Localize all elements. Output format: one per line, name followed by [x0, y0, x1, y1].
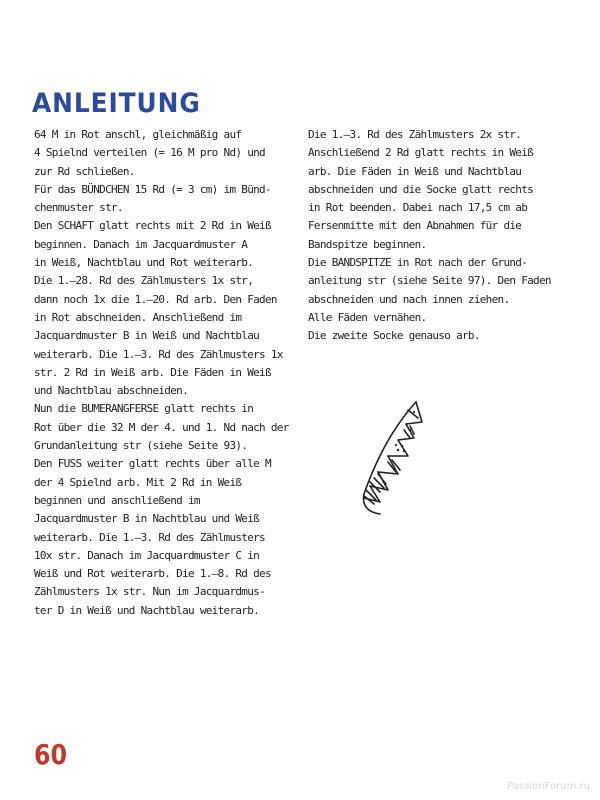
text-line: Die zweite Socke genauso arb. — [308, 329, 480, 343]
text-line: in Weiß, Nachtblau und Rot weiterarb. — [34, 256, 254, 270]
text-line: Anschließend 2 Rd glatt rechts in Weiß — [308, 146, 534, 160]
text-line: chenmuster str. — [34, 201, 123, 215]
watermark: PassionForum.ru — [507, 781, 590, 792]
text-line: abschneiden und nach innen ziehen. — [308, 292, 510, 306]
right-column — [308, 126, 576, 346]
text-line: beginnen. Danach im Jacquardmuster A — [34, 237, 248, 251]
text-line: Jacquardmuster B in Nachtblau und Weiß — [34, 512, 260, 526]
text-line: der 4 Spielnd arb. Mit 2 Rd in Weiß — [34, 475, 242, 489]
text-line: dann noch 1x die 1.–20. Rd arb. Den Faden — [34, 292, 277, 306]
leaf-illustration — [352, 398, 438, 522]
text-line: 10x str. Danach im Jacquardmuster C in — [34, 548, 260, 562]
text-line: und Nachtblau abschneiden. — [34, 384, 188, 398]
text-line: 4 Spielnd verteilen (= 16 M pro Nd) und — [34, 146, 265, 160]
text-line: Für das BÜNDCHEN 15 Rd (= 3 cm) im Bünd- — [34, 182, 271, 196]
text-line: weiterarb. Die 1.–3. Rd des Zählmusters — [34, 530, 265, 544]
text-line: Den FUSS weiter glatt rechts über alle M — [34, 457, 271, 471]
text-line: weiterarb. Die 1.–3. Rd des Zählmusters 1x — [34, 347, 283, 361]
text-line: Bandspitze beginnen. — [308, 237, 427, 251]
text-line: arb. Die Fäden in Weiß und Nachtblau — [308, 164, 522, 178]
text-line: in Rot abschneiden. Anschließend im — [34, 310, 242, 324]
text-line: Weiß und Rot weiterarb. Die 1.–8. Rd des — [34, 567, 271, 581]
text-line: Jacquardmuster B in Weiß und Nachtblau — [34, 329, 260, 343]
text-line: in Rot beenden. Dabei nach 17,5 cm ab — [308, 201, 528, 215]
text-line: 64 M in Rot anschl, gleichmäßig auf — [34, 128, 242, 141]
text-line: Alle Fäden vernähen. — [308, 310, 427, 324]
page-number: 60 — [34, 738, 68, 771]
text-line: Die 1.–28. Rd des Zählmusters 1x str, — [34, 274, 254, 288]
left-column — [34, 126, 296, 620]
text-line: Die BANDSPITZE in Rot nach der Grund- — [308, 256, 528, 270]
text-line: str. 2 Rd in Weiß arb. Die Fäden in Weiß — [34, 365, 271, 379]
text-line: Nun die BUMERANGFERSE glatt rechts in — [34, 402, 254, 416]
section-heading: ANLEITUNG — [32, 88, 201, 119]
text-line: zur Rd schließen. — [34, 164, 135, 178]
text-line: Zählmusters 1x str. Nun im Jacquardmus- — [34, 585, 265, 599]
text-line: ter D in Weiß und Nachtblau weiterarb. — [34, 603, 260, 617]
text-line: Rot über die 32 M der 4. und 1. Nd nach der — [34, 420, 289, 434]
text-line: Den SCHAFT glatt rechts mit 2 Rd in Weiß — [34, 219, 271, 233]
text-line: Fersenmitte mit den Abnahmen für die — [308, 219, 522, 233]
text-line: anleitung str (siehe Seite 97). Den Faden — [308, 274, 551, 288]
text-line: abschneiden und die Socke glatt rechts — [308, 182, 534, 196]
text-line: beginnen und anschließend im — [34, 493, 200, 507]
text-line: Grundanleitung str (siehe Seite 93). — [34, 439, 248, 453]
text-line: Die 1.–3. Rd des Zählmusters 2x str. — [308, 128, 522, 141]
